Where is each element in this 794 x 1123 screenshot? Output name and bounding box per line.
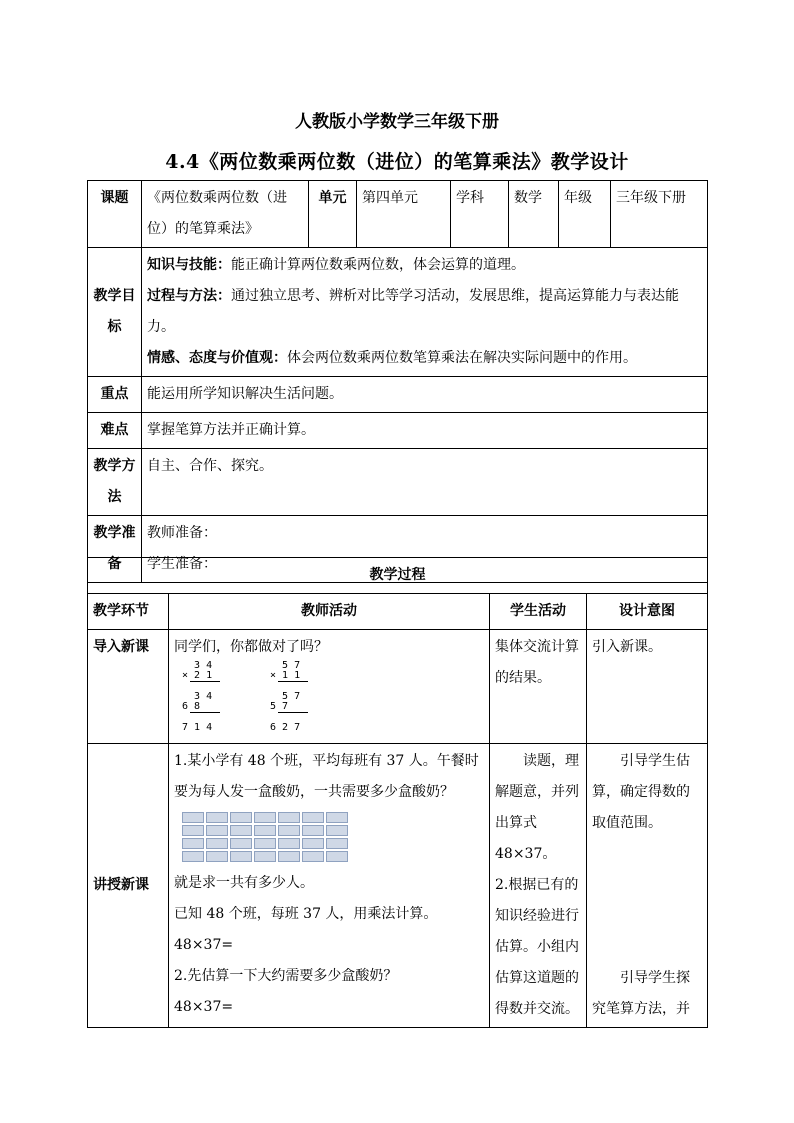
prep-student: 学生准备： <box>147 556 217 572</box>
info-table <box>87 180 708 583</box>
calc1-line3: 3 4 <box>182 691 213 702</box>
header-intent: 设计意图 <box>587 594 708 630</box>
intro-student: 集体交流计算的结果。 <box>490 630 587 744</box>
grade-label: 年级 <box>559 181 611 248</box>
calc1-result: 7 1 4 <box>182 722 213 733</box>
goal-process-text: 通过独立思考、辨析对比等学习活动，发展思维，提高运算能力与表达能力。 <box>147 288 679 335</box>
goal-knowledge-text: 能正确计算两位数乘两位数，体会运算的道理。 <box>231 257 525 273</box>
intro-intent: 引入新课。 <box>587 630 708 744</box>
goal-emotion-text: 体会两位数乘两位数笔算乘法在解决实际问题中的作用。 <box>287 350 637 366</box>
subject-value: 数学 <box>509 181 559 248</box>
yogurt-boxes-image <box>182 812 354 862</box>
subject-label: 学科 <box>451 181 509 248</box>
topic-label: 课题 <box>88 181 142 248</box>
process-table <box>87 557 708 1028</box>
method-text: 自主、合作、探究。 <box>142 449 708 516</box>
process-title: 教学过程 <box>88 558 708 594</box>
teach-s1: 读题，理解题意，并列出算式 48×37。 <box>495 753 579 862</box>
calc2-line3: 5 7 <box>270 691 301 702</box>
goal-knowledge-label: 知识与技能： <box>147 257 231 273</box>
doc-title-line1: 人教版小学数学三年级下册 <box>295 112 499 132</box>
teach-intent-cell <box>587 744 708 1028</box>
goals-content <box>142 248 708 377</box>
teach-teacher-cell <box>169 744 490 1028</box>
teach-s2: 2.根据已有的知识经验进行估算。小组内估算这道题的得数并交流。 <box>495 877 579 1017</box>
teach-t2: 就是求一共有多少人。 <box>174 875 314 891</box>
key-point-text: 能运用所学知识解决生活问题。 <box>142 377 708 413</box>
calc1-line4: 6 8 <box>182 701 201 712</box>
goal-emotion-label: 情感、态度与价值观： <box>147 350 287 366</box>
teach-stage: 讲授新课 <box>88 744 169 1028</box>
teach-t6: 48×37= <box>174 999 234 1015</box>
calc1-line1: 3 4 <box>182 660 213 671</box>
prep-teacher: 教师准备： <box>147 525 217 541</box>
teach-i2: 引导学生探究笔算方法，并 <box>592 970 690 1017</box>
calc2-line4: 5 7 <box>270 701 289 712</box>
unit-label: 单元 <box>309 181 357 248</box>
teach-t4: 48×37= <box>174 937 234 953</box>
teach-i1: 引导学生估算，确定得数的取值范围。 <box>592 753 690 831</box>
topic-value: 《两位数乘两位数（进位）的笔算乘法》 <box>142 181 309 248</box>
goals-label: 教学目标 <box>88 248 142 377</box>
intro-stage: 导入新课 <box>88 630 169 744</box>
header-stage: 教学环节 <box>88 594 169 630</box>
header-student: 学生活动 <box>490 594 587 630</box>
vertical-calc-34x21 <box>182 661 220 733</box>
calc2-line1: 5 7 <box>270 660 301 671</box>
teach-t5: 2.先估算一下大约需要多少盒酸奶？ <box>174 968 398 984</box>
calc2-line2: × 1 1 <box>270 670 301 681</box>
teach-t1: 1.某小学有 48 个班，平均每班有 37 人。午餐时要为每人发一盒酸奶，一共需要多少盒酸奶？ <box>174 753 479 800</box>
method-label: 教学方法 <box>88 449 142 516</box>
intro-teacher-cell <box>169 630 490 744</box>
prep-label: 教学准备 <box>88 516 142 583</box>
difficulty-text: 掌握笔算方法并正确计算。 <box>142 413 708 449</box>
grade-value: 三年级下册 <box>611 181 708 248</box>
header-teacher: 教师活动 <box>169 594 490 630</box>
doc-title-line2: 4.4《两位数乘两位数（进位）的笔算乘法》教学设计 <box>165 151 629 173</box>
unit-value: 第四单元 <box>357 181 451 248</box>
calc1-line2: × 2 1 <box>182 670 213 681</box>
key-point-label: 重点 <box>88 377 142 413</box>
teach-t3: 已知 48 个班，每班 37 人，用乘法计算。 <box>174 906 438 922</box>
goal-process-label: 过程与方法： <box>147 288 231 304</box>
calc2-result: 6 2 7 <box>270 722 301 733</box>
difficulty-label: 难点 <box>88 413 142 449</box>
intro-teacher-text: 同学们，你都做对了吗？ <box>174 639 328 655</box>
teach-student-cell <box>490 744 587 1028</box>
vertical-calc-57x11 <box>270 661 308 733</box>
